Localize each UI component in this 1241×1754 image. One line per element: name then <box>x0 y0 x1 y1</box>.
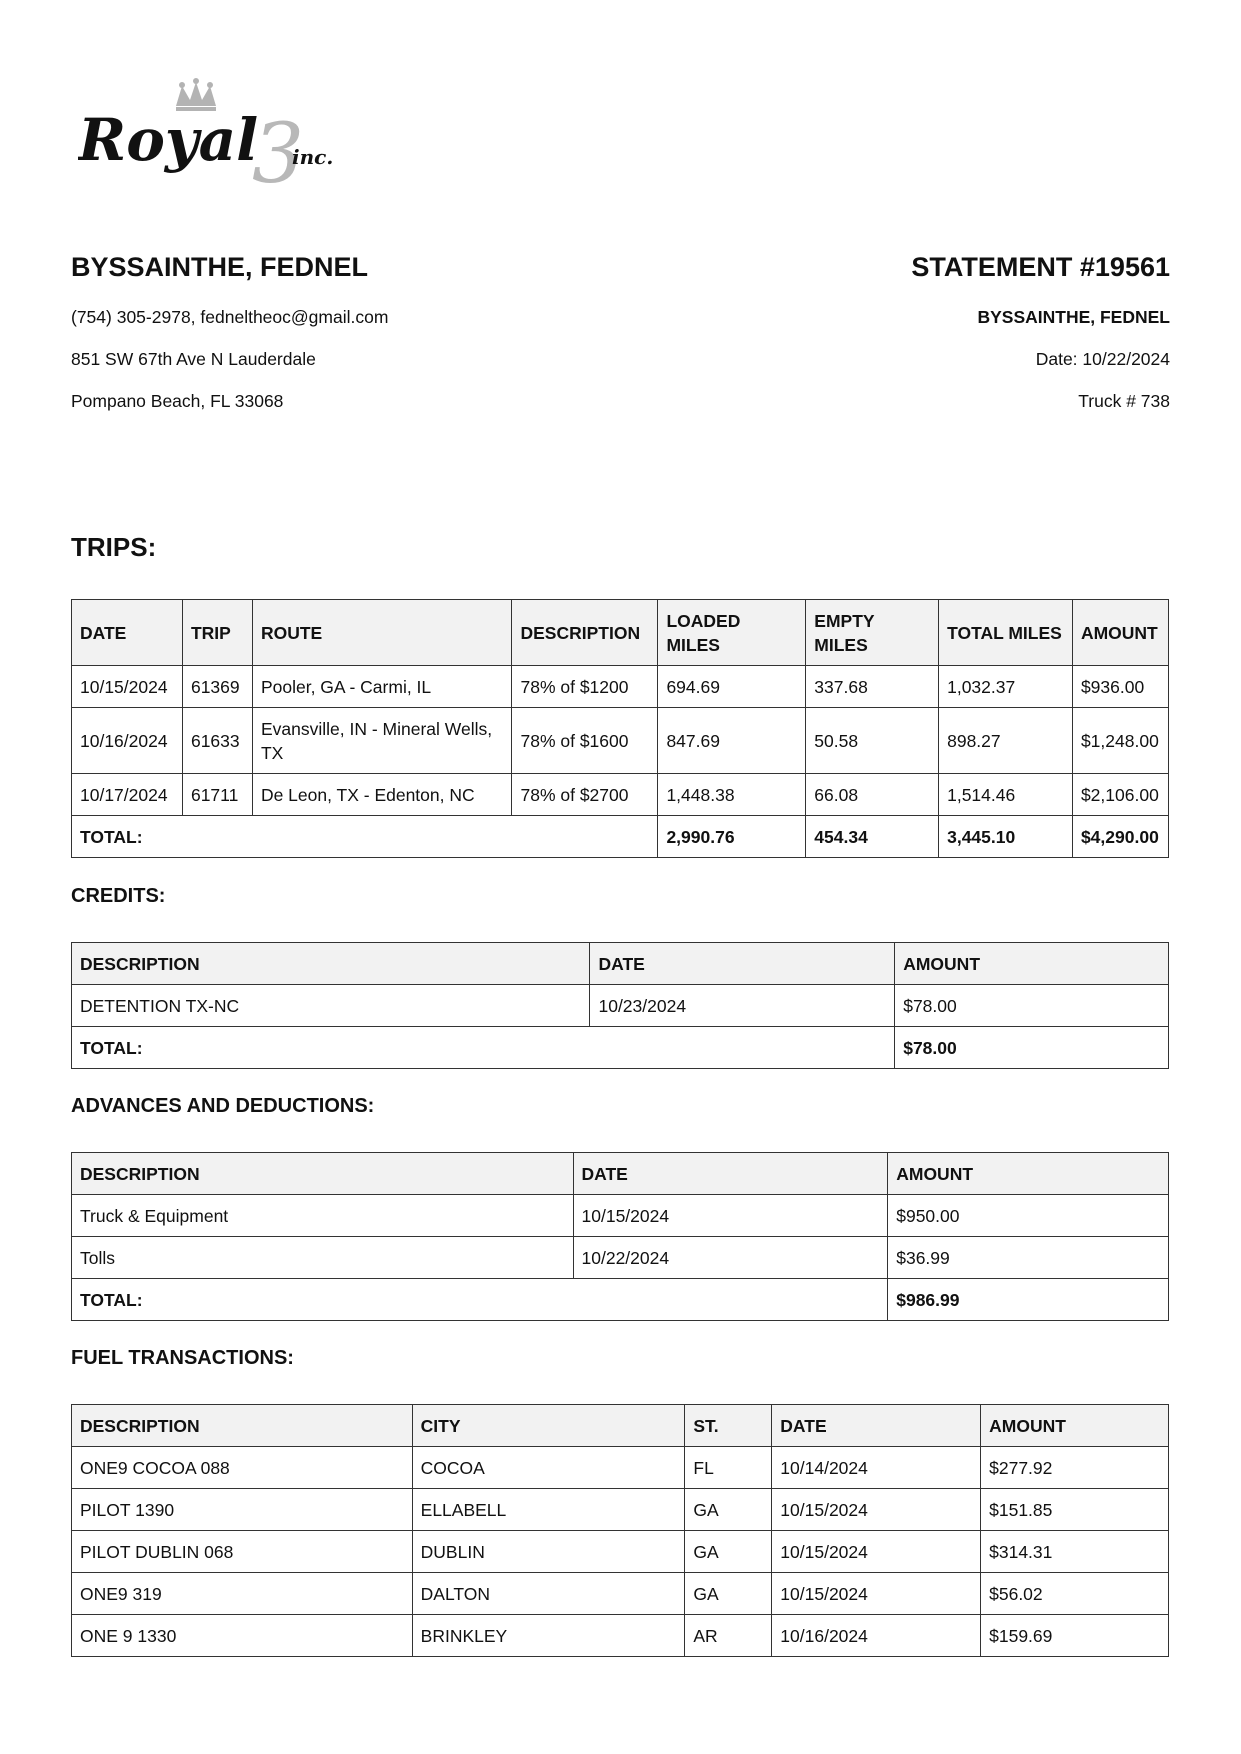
cell: $2,106.00 <box>1072 774 1168 816</box>
col-header: EMPTY MILES <box>806 600 939 666</box>
col-header: DESCRIPTION <box>72 1405 413 1447</box>
col-header: TRIP <box>182 600 252 666</box>
cell: 1,514.46 <box>939 774 1073 816</box>
table-row <box>72 985 1169 1027</box>
cell: 10/17/2024 <box>72 774 183 816</box>
cell: 10/23/2024 <box>590 985 895 1027</box>
cell: 78% of $2700 <box>512 774 658 816</box>
deductions-table <box>71 1152 1169 1321</box>
table-row <box>72 1489 1169 1531</box>
cell: 61633 <box>182 708 252 774</box>
table-row <box>72 1237 1169 1279</box>
statement-title: STATEMENT #19561 <box>911 252 1170 282</box>
cell: 10/15/2024 <box>573 1195 888 1237</box>
table-row <box>72 666 1169 708</box>
deductions-title: ADVANCES AND DEDUCTIONS: <box>71 1095 375 1117</box>
col-header: AMOUNT <box>1072 600 1168 666</box>
table-total-row <box>72 1279 1169 1321</box>
cell: DALTON <box>412 1573 685 1615</box>
total-label: TOTAL: <box>72 816 658 858</box>
col-header: TOTAL MILES <box>939 600 1073 666</box>
cell: $950.00 <box>888 1195 1169 1237</box>
cell: AR <box>685 1615 772 1657</box>
driver-address-line2: Pompano Beach, FL 33068 <box>71 391 284 411</box>
col-header: DESCRIPTION <box>72 1153 574 1195</box>
table-row <box>72 774 1169 816</box>
credits-table <box>71 942 1169 1069</box>
truck-number: Truck # 738 <box>1078 391 1170 411</box>
cell: PILOT 1390 <box>72 1489 413 1531</box>
cell: $159.69 <box>981 1615 1169 1657</box>
col-header: CITY <box>412 1405 685 1447</box>
total-empty-miles: 454.34 <box>806 816 939 858</box>
table-total-row <box>72 816 1169 858</box>
cell: 10/14/2024 <box>772 1447 981 1489</box>
cell: $78.00 <box>895 985 1169 1027</box>
col-header: DATE <box>72 600 183 666</box>
cell: Pooler, GA - Carmi, IL <box>252 666 512 708</box>
credits-title: CREDITS: <box>71 885 166 907</box>
trips-table <box>71 599 1169 858</box>
table-header-row <box>72 1153 1169 1195</box>
cell: 10/15/2024 <box>72 666 183 708</box>
fuel-table <box>71 1404 1169 1657</box>
cell: 61369 <box>182 666 252 708</box>
svg-text:inc.: inc. <box>292 145 334 169</box>
cell: 847.69 <box>658 708 806 774</box>
cell: De Leon, TX - Edenton, NC <box>252 774 512 816</box>
cell: 898.27 <box>939 708 1073 774</box>
cell: Tolls <box>72 1237 574 1279</box>
cell: 50.58 <box>806 708 939 774</box>
cell: 10/15/2024 <box>772 1573 981 1615</box>
table-row <box>72 708 1169 774</box>
cell: 10/16/2024 <box>772 1615 981 1657</box>
cell: 66.08 <box>806 774 939 816</box>
cell: PILOT DUBLIN 068 <box>72 1531 413 1573</box>
total-label: TOTAL: <box>72 1279 888 1321</box>
table-row <box>72 1195 1169 1237</box>
cell: Truck & Equipment <box>72 1195 574 1237</box>
table-header-row <box>72 1405 1169 1447</box>
cell: ONE9 COCOA 088 <box>72 1447 413 1489</box>
svg-text:3: 3 <box>252 107 305 188</box>
cell: DETENTION TX-NC <box>72 985 590 1027</box>
cell: BRINKLEY <box>412 1615 685 1657</box>
statement-name: BYSSAINTHE, FEDNEL <box>977 307 1170 327</box>
driver-name: BYSSAINTHE, FEDNEL <box>71 252 369 282</box>
col-header: LOADED MILES <box>658 600 806 666</box>
col-header: ST. <box>685 1405 772 1447</box>
cell: 78% of $1600 <box>512 708 658 774</box>
cell: FL <box>685 1447 772 1489</box>
total-amount: $4,290.00 <box>1072 816 1168 858</box>
cell: Evansville, IN - Mineral Wells, TX <box>252 708 512 774</box>
driver-contact: (754) 305-2978, fedneltheoc@gmail.com <box>71 307 389 327</box>
total-amount: $986.99 <box>888 1279 1169 1321</box>
col-header: DESCRIPTION <box>72 943 590 985</box>
fuel-title: FUEL TRANSACTIONS: <box>71 1347 294 1369</box>
cell: $277.92 <box>981 1447 1169 1489</box>
cell: COCOA <box>412 1447 685 1489</box>
table-row <box>72 1615 1169 1657</box>
cell: 10/22/2024 <box>573 1237 888 1279</box>
cell: $1,248.00 <box>1072 708 1168 774</box>
cell: $56.02 <box>981 1573 1169 1615</box>
cell: ONE 9 1330 <box>72 1615 413 1657</box>
cell: 1,448.38 <box>658 774 806 816</box>
cell: ELLABELL <box>412 1489 685 1531</box>
cell: $36.99 <box>888 1237 1169 1279</box>
table-header-row <box>72 943 1169 985</box>
col-header: DATE <box>772 1405 981 1447</box>
col-header: AMOUNT <box>888 1153 1169 1195</box>
table-row <box>72 1447 1169 1489</box>
cell: ONE9 319 <box>72 1573 413 1615</box>
col-header: AMOUNT <box>895 943 1169 985</box>
cell: 10/16/2024 <box>72 708 183 774</box>
statement-date: Date: 10/22/2024 <box>1035 349 1170 369</box>
table-row <box>72 1531 1169 1573</box>
trips-title: TRIPS: <box>71 532 157 562</box>
table-row <box>72 1573 1169 1615</box>
cell: GA <box>685 1489 772 1531</box>
cell: 694.69 <box>658 666 806 708</box>
col-header: DESCRIPTION <box>512 600 658 666</box>
cell: GA <box>685 1531 772 1573</box>
driver-address-line1: 851 SW 67th Ave N Lauderdale <box>71 349 316 369</box>
cell: $936.00 <box>1072 666 1168 708</box>
col-header: AMOUNT <box>981 1405 1169 1447</box>
svg-text:Royal: Royal <box>78 106 259 174</box>
table-header-row <box>72 600 1169 666</box>
cell: 10/15/2024 <box>772 1489 981 1531</box>
cell: $314.31 <box>981 1531 1169 1573</box>
statement-info <box>610 250 1170 412</box>
cell: 61711 <box>182 774 252 816</box>
cell: $151.85 <box>981 1489 1169 1531</box>
table-total-row <box>72 1027 1169 1069</box>
company-logo <box>78 78 378 188</box>
total-amount: $78.00 <box>895 1027 1169 1069</box>
col-header: ROUTE <box>252 600 512 666</box>
cell: GA <box>685 1573 772 1615</box>
cell: 10/15/2024 <box>772 1531 981 1573</box>
total-loaded-miles: 2,990.76 <box>658 816 806 858</box>
cell: 1,032.37 <box>939 666 1073 708</box>
driver-info <box>71 250 631 412</box>
total-label: TOTAL: <box>72 1027 895 1069</box>
cell: 78% of $1200 <box>512 666 658 708</box>
total-miles: 3,445.10 <box>939 816 1073 858</box>
col-header: DATE <box>590 943 895 985</box>
cell: DUBLIN <box>412 1531 685 1573</box>
col-header: DATE <box>573 1153 888 1195</box>
cell: 337.68 <box>806 666 939 708</box>
